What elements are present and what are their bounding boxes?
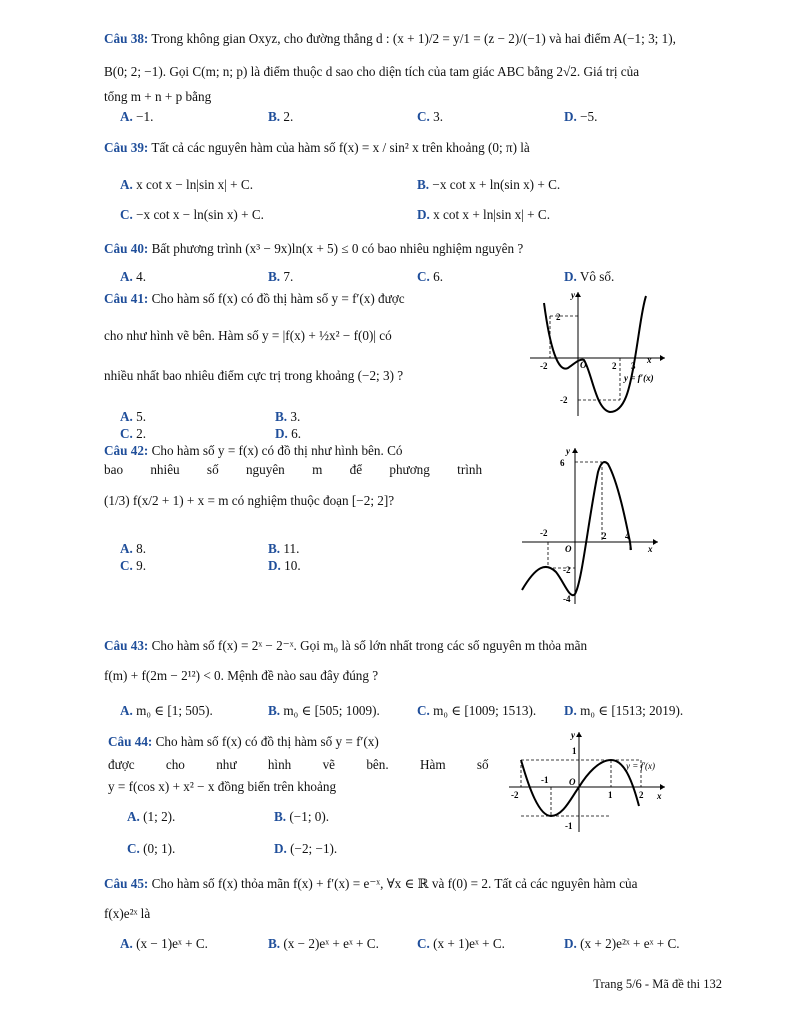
q38-line2: B(0; 2; −1). Gọi C(m; n; p) là điểm thuộc d sao cho diện tích của tam giác ABC bằng 2√2. Giá trị của [104, 64, 640, 79]
q41-label: Câu 41: [104, 291, 149, 306]
q39-opt-a: A. x cot x − ln|sin x| + C. [120, 177, 253, 192]
q43-opt-d: D. m₀ ∈ [1513; 2019). [564, 703, 684, 718]
q44-curve-label: y = f′(x) [626, 761, 656, 771]
q40-line1 [104, 241, 523, 257]
q39-opt-b: B. −x cot x + ln(sin x) + C. [417, 177, 561, 192]
q41-x-tick-2: 2 [612, 361, 617, 371]
q44-y-arrow [576, 732, 582, 737]
q45-opt-c: C. (x + 1)eˣ + C. [417, 936, 505, 951]
q44-origin: O [569, 777, 576, 787]
q42-opt-d: D. 10. [268, 558, 301, 573]
q41-line1 [104, 291, 405, 307]
q42-graph [518, 442, 663, 608]
q38-opt-a: A. −1. [120, 109, 154, 124]
q44-x-tick-m1: -1 [541, 775, 549, 785]
q41-opt-a: A. 5. [120, 409, 147, 424]
q42-y-arrow [572, 448, 578, 453]
q41-origin: O [580, 360, 587, 370]
q44-curve [521, 760, 639, 816]
q42-opt-b: B. 11. [268, 541, 300, 556]
q41-line3: nhiều nhất bao nhiêu điểm cực trị trong khoảng (−2; 3) ? [104, 368, 404, 383]
q41-y-tick-m2: -2 [560, 395, 568, 405]
q38-opt-d: D. −5. [564, 109, 598, 124]
q41-line2: cho như hình vẽ bên. Hàm số y = |f(x) + ½x² − f(0)| có [104, 328, 392, 343]
q43-label: Câu 43: [104, 638, 149, 653]
q38-label: Câu 38: [104, 31, 149, 46]
q44-opt-a: A. (1; 2). [127, 809, 176, 824]
q45-label: Câu 45: [104, 876, 149, 891]
q44-opt-c: C. (0; 1). [127, 841, 176, 856]
q45-opt-d: D. (x + 2)e²ˣ + eˣ + C. [564, 936, 680, 951]
q41-x-tick-m2: -2 [540, 361, 548, 371]
q42-origin: O [565, 544, 572, 554]
q44-label: Câu 44: [108, 734, 153, 749]
q42-y-label: y [566, 446, 570, 456]
q45-line1 [104, 876, 638, 892]
page-footer: Trang 5/6 - Mã đề thi 132 [593, 977, 722, 991]
q40-opt-c: C. 6. [417, 269, 444, 284]
q42-line3: (1/3) f(x/2 + 1) + x = m có nghiệm thuộc đoạn [−2; 2]? [104, 493, 395, 508]
q44-opt-d: D. (−2; −1). [274, 841, 338, 856]
q42-x-tick-2: 2 [602, 531, 607, 541]
q43-opt-a: A. m₀ ∈ [1; 505). [120, 703, 213, 718]
q44-y-tick-1: 1 [572, 746, 577, 756]
q45-opt-b: B. (x − 2)eˣ + eˣ + C. [268, 936, 379, 951]
q42-x-label: x [648, 544, 653, 554]
q43-line2: f(m) + f(2m − 2¹²) < 0. Mệnh đề nào sau đây đúng ? [104, 668, 379, 683]
q42-x-tick-4: 4 [625, 531, 630, 541]
q41-y-tick-2: 2 [556, 312, 561, 322]
q44-x-tick-m2: -2 [511, 790, 519, 800]
q44-y-tick-m1: -1 [565, 821, 573, 831]
q41-graph [530, 288, 670, 420]
q43-line1 [104, 638, 587, 654]
q44-line1 [108, 734, 379, 750]
q41-x-label: x [647, 355, 652, 365]
q39-line1 [104, 140, 530, 156]
q42-y-tick-m4: -4 [563, 594, 571, 604]
q43-text1: Cho hàm số f(x) = 2ˣ − 2⁻ˣ. Gọi m₀ là số lớn nhất trong các số nguyên m thỏa mãn [151, 638, 588, 653]
q42-y-tick-m2: -2 [563, 565, 571, 575]
q41-x-tick-3: 3 [631, 361, 636, 371]
q44-y-label: y [571, 730, 575, 740]
q41-y-label: y [571, 290, 575, 300]
q39-opt-d: D. x cot x + ln|sin x| + C. [417, 207, 550, 222]
q38-text1: Trong không gian Oxyz, cho đường thẳng d : (x + 1)/2 = y/1 = (z − 2)/(−1) và hai điểm A(−1; 3; 1), [151, 31, 676, 46]
q44-graph [505, 728, 670, 836]
q41-text1: Cho hàm số f(x) có đồ thị hàm số y = f′(x) được [151, 291, 405, 306]
q40-label: Câu 40: [104, 241, 149, 256]
q45-opt-a: A. (x − 1)eˣ + C. [120, 936, 208, 951]
q42-line1 [104, 443, 402, 459]
q38-opt-b: B. 2. [268, 109, 294, 124]
q44-line3: y = f(cos x) + x² − x đồng biến trên khoảng [108, 779, 337, 794]
q38-line3: tổng m + n + p bằng [104, 89, 212, 104]
q39-text: Tất cả các nguyên hàm của hàm số f(x) = x / sin² x trên khoảng (0; π) là [151, 140, 530, 155]
q45-text1: Cho hàm số f(x) thỏa mãn f(x) + f′(x) = e⁻ˣ, ∀x ∈ ℝ và f(0) = 2. Tất cả các nguyên hàm của [151, 876, 638, 891]
q39-opt-c: C. −x cot x − ln(sin x) + C. [120, 207, 264, 222]
q42-text1: Cho hàm số y = f(x) có đồ thị như hình bên. Có [151, 443, 403, 458]
q44-text1: Cho hàm số f(x) có đồ thị hàm số y = f′(x) [155, 734, 379, 749]
q40-opt-d: D. Vô số. [564, 269, 615, 284]
q40-text: Bất phương trình (x³ − 9x)ln(x + 5) ≤ 0 có bao nhiêu nghiệm nguyên ? [151, 241, 524, 256]
q44-x-label: x [657, 791, 662, 801]
q42-opt-c: C. 9. [120, 558, 147, 573]
q39-label: Câu 39: [104, 140, 149, 155]
q43-opt-b: B. m₀ ∈ [505; 1009). [268, 703, 380, 718]
q42-y-tick-6: 6 [560, 458, 565, 468]
q42-x-arrow [653, 539, 658, 545]
q38-opt-c: C. 3. [417, 109, 444, 124]
q41-curve-label: y = f′(x) [624, 373, 654, 383]
q42-label: Câu 42: [104, 443, 149, 458]
q41-opt-d: D. 6. [275, 426, 302, 441]
q40-opt-a: A. 4. [120, 269, 147, 284]
q43-opt-c: C. m₀ ∈ [1009; 1513). [417, 703, 537, 718]
q44-x-tick-1: 1 [608, 790, 613, 800]
q42-x-tick-m2: -2 [540, 528, 548, 538]
q44-x-tick-2: 2 [639, 790, 644, 800]
q45-line2: f(x)e²ˣ là [104, 906, 151, 921]
q38-line1 [104, 31, 676, 47]
q44-opt-b: B. (−1; 0). [274, 809, 330, 824]
q41-opt-b: B. 3. [275, 409, 301, 424]
q41-opt-c: C. 2. [120, 426, 147, 441]
q41-y-arrow [575, 292, 581, 297]
q44-x-arrow [660, 784, 665, 790]
q41-x-arrow [660, 355, 665, 361]
q42-opt-a: A. 8. [120, 541, 147, 556]
q42-line2: bao nhiêu số nguyên m để phương trình [104, 462, 483, 477]
q42-curve [522, 462, 631, 595]
q40-opt-b: B. 7. [268, 269, 294, 284]
q44-line2: được cho như hình vẽ bên. Hàm số [108, 757, 489, 772]
